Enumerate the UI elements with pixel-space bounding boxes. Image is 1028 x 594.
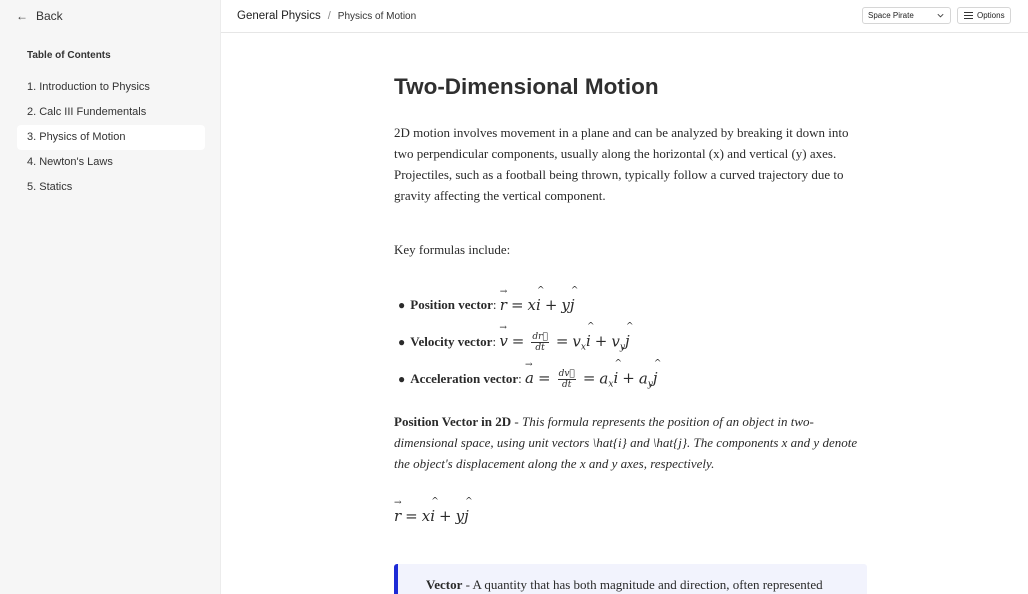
description-title: Position Vector in 2D [394, 414, 512, 429]
menu-icon [964, 12, 973, 19]
formula-item-velocity: ● Velocity vector : → v = $\frac{dr⃗}{dt}$ = $v_x\^{}$ $i + v_y\^{}$ j [398, 329, 630, 355]
back-label: Back [36, 9, 63, 23]
back-button[interactable] [16, 8, 63, 24]
breadcrumb-current: Physics of Motion [337, 10, 417, 22]
arrow-left-icon: ← [16, 9, 28, 23]
bullet-icon: ● [398, 371, 406, 386]
options-button[interactable] [957, 7, 1011, 24]
position-vector-equation: → r = x^ i + y^ j [394, 507, 469, 525]
toc-list [17, 75, 205, 200]
chevron-down-icon [936, 11, 945, 20]
bullet-icon: ● [398, 297, 406, 312]
toc-item-calc-iii[interactable]: 2. Calc III Fundementals [27, 106, 147, 118]
intro-paragraph: 2D motion involves movement in a plane and can be analyzed by breaking it down into two perpendicular components, usually along the horizontal (x) and vertical (y) axes. Projectiles, such as a football being thrown, typically follow a curved trajectory due to gravity affecting the vertical component. [394, 125, 849, 203]
callout-term: Vector [426, 577, 463, 592]
acceleration-formula: → a = $\frac{dv⃗}{dt}$ = $a_x\^{}$ $i + a_y\^{}$ j [525, 369, 657, 390]
vector-definition-callout [394, 564, 867, 594]
formula-label: Position vector [410, 297, 493, 312]
position-formula: → r = x^ i + y^ j [500, 296, 575, 314]
bullet-icon: ● [398, 334, 406, 349]
position-vector-description: Position Vector in 2D - This formula represents the position of an object in two-dimensional space, using unit vectors \hat{i} and \hat{j}. The components x and y denote the object's displacement along the x and y axes, respectively. [394, 414, 858, 471]
formula-label: Velocity vector [410, 334, 493, 349]
persona-select-value: Space Pirate [868, 11, 914, 20]
breadcrumb [237, 8, 416, 24]
top-bar [221, 0, 1028, 33]
formulas-heading: Key formulas include: [394, 242, 511, 257]
toc-item-physics-of-motion[interactable]: 3. Physics of Motion [17, 125, 205, 150]
breadcrumb-root[interactable]: General Physics [237, 10, 321, 22]
formula-item-position: ● Position vector : → r = x^ i + y^ j [398, 292, 575, 318]
page-title: Two-Dimensional Motion [394, 74, 659, 99]
persona-select[interactable] [862, 7, 951, 24]
toc-title: Table of Contents [27, 50, 111, 61]
formula-item-acceleration: ● Acceleration vector : → a = $\frac{dv⃗}{dt}$ = $a_x\^{}$ $i + a_y\^{}$ j [398, 366, 658, 392]
velocity-formula: → v = $\frac{dr⃗}{dt}$ = $v_x\^{}$ $i + v_y\^{}$ j [499, 332, 629, 353]
breadcrumb-separator: / [327, 10, 331, 22]
formula-label: Acceleration vector [410, 371, 519, 386]
callout-text: - A quantity that has both magnitude and direction, often represented [462, 577, 823, 592]
toc-item-newtons-laws[interactable]: 4. Newton's Laws [27, 156, 113, 168]
toc-item-introduction[interactable]: 1. Introduction to Physics [27, 81, 150, 93]
options-label: Options [977, 11, 1005, 20]
description-text: This formula represents the position of an object in two-dimensional space, using unit vectors \hat{i} and \hat{j}. The components x and y denote the object's displacement along the x and y axes, respectively. [394, 414, 858, 471]
sidebar [0, 0, 221, 594]
toc-item-statics[interactable]: 5. Statics [27, 181, 73, 193]
